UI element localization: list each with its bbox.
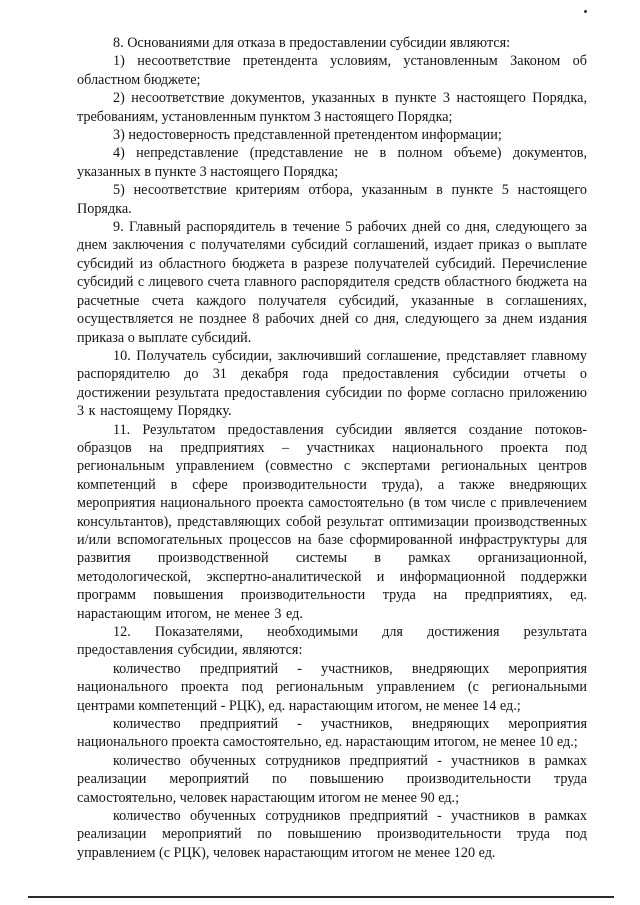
paragraph-12: 12. Показателями, необходимыми для достижения результата предоставления субсидии, являются: xyxy=(77,624,587,659)
paragraph-9: 9. Главный распорядитель в течение 5 рабочих дней со дня, следующего за днем заключения с получателями субсидий соглашений, издает приказ о выплате субсидий из областного бюджета в разрезе получателей субсидий. Перечисление субсидий с лицевого счета главного распорядителя средств областного бюджета на расчетные счета каждого получателя субсидий, указанные в соглашениях, осуществляется не позднее 8 рабочих дней со дня, следующего за днем издания приказа о выплате субсидий. xyxy=(77,219,587,346)
indicator-3: количество обученных сотрудников предприятий - участников в рамках реализации мероприятий по повышению производительности труда самостоятельно, человек нарастающим итогом не менее 90 ед.; xyxy=(77,752,587,806)
bottom-scan-line xyxy=(28,896,614,898)
document-body xyxy=(77,34,587,862)
paragraph-8-item-4: 4) непредставление (представление не в полном объеме) документов, указанных в пункте 3 настоящего Порядка; xyxy=(77,145,587,180)
paragraph-8-item-1: 1) несоответствие претендента условиям, установленным Законом об областном бюджете; xyxy=(77,53,587,88)
scan-speck xyxy=(584,10,587,13)
paragraph-8-heading: 8. Основаниями для отказа в предоставлении субсидии являются: xyxy=(113,35,511,51)
indicator-4: количество обученных сотрудников предприятий - участников в рамках реализации мероприятий по повышению производительности труда под управлением (с РЦК), человек нарастающим итогом не менее 120 ед. xyxy=(77,808,587,861)
indicator-1: количество предприятий - участников, внедряющих мероприятия национального проекта под региональным управлением (с региональными центрами компетенций - РЦК), ед. нарастающим итогом, не менее 14 ед.; xyxy=(77,660,587,714)
paragraph-8-item-3: 3) недостоверность представленной претендентом информации; xyxy=(113,127,502,144)
indicator-2: количество предприятий - участников, внедряющих мероприятия национального проекта самостоятельно, ед. нарастающим итогом, не менее 10 ед.; xyxy=(77,716,587,751)
paragraph-11: 11. Результатом предоставления субсидии является создание потоков-образцов на предприятиях – участниках национального проекта под региональным управлением (совместно с экспертами региональных центров компетенций в сфере производительности труда), а также внедряющих мероприятия национального проекта самостоятельно (в том числе с привлечением консультантов), представляющих собой результат оптимизации производственных и/или вспомогательных процессов на базе сформированной инфраструктуры для развития производственной системы в рамках организационной, методологической, экспертно-аналитической и информационной поддержки программ повышения производительности труда на предприятиях, ед. нарастающим итогом, не менее 3 ед. xyxy=(77,421,587,622)
paragraph-10: 10. Получатель субсидии, заключивший соглашение, представляет главному распорядителю до 31 декабря года предоставления субсидии отчеты о достижении результата предоставления субсидии по форме согласно приложению 3 к настоящему Порядку. xyxy=(77,347,587,420)
paragraph-8-item-2: 2) несоответствие документов, указанных в пункте 3 настоящего Порядка, требованиям, установленным пунктом 3 настоящего Порядка; xyxy=(77,90,587,125)
paragraph-8-item-5: 5) несоответствие критериям отбора, указанным в пункте 5 настоящего Порядка. xyxy=(77,182,587,217)
